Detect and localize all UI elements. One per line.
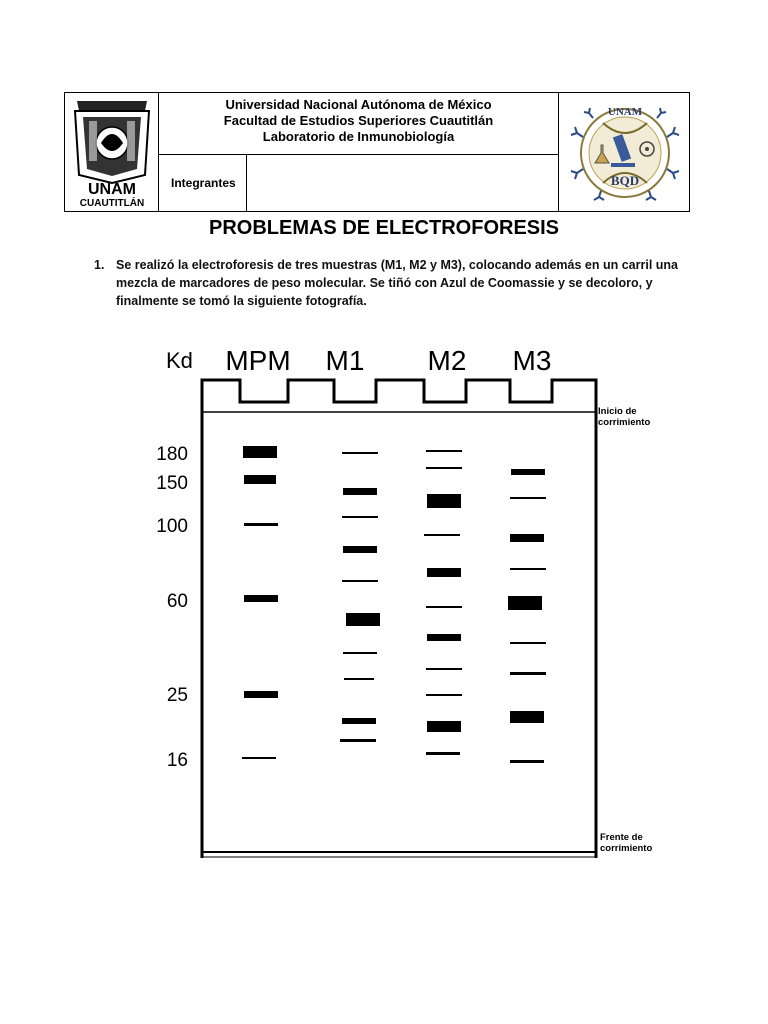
problem-1: [94, 256, 704, 310]
band: [342, 452, 378, 454]
gel-image: [140, 330, 660, 870]
faculty-name: Facultad de Estudios Superiores Cuautitlán: [223, 113, 494, 128]
ladder-16: 16: [166, 750, 188, 771]
ladder-150: 150: [156, 473, 188, 494]
front-label: Frente de corrimiento: [600, 832, 653, 854]
ladder-180: 180: [156, 444, 188, 465]
band: [343, 546, 377, 553]
band: [510, 672, 546, 675]
unam-crest-icon: [75, 101, 149, 183]
band: [511, 469, 545, 475]
band: [510, 642, 546, 644]
ladder-25: 25: [166, 685, 188, 706]
band: [342, 580, 378, 582]
problem-text: Se realizó la electroforesis de tres muestras (M1, M2 y M3), colocando además en un carril una mezcla de marcadores de peso molecular. Se tiñó con Azul de Coomassie y se decoloro, y finalmente se tomó la siguiente fotografía.: [116, 258, 679, 308]
lane-mpm-bands: [242, 446, 278, 759]
band: [510, 568, 546, 570]
band: [244, 523, 278, 526]
lane-m2-bands: [424, 450, 462, 755]
lane-label-m1: M1: [325, 345, 365, 376]
band: [424, 534, 460, 536]
lane-label-m3: M3: [512, 345, 552, 376]
band: [510, 497, 546, 499]
band: [243, 446, 277, 458]
band: [340, 739, 376, 742]
institution-block: [159, 93, 559, 155]
band: [346, 613, 380, 626]
ladder-60: 60: [166, 591, 188, 612]
band: [343, 488, 377, 495]
band: [426, 694, 462, 696]
left-logo-line1: UNAM: [88, 181, 136, 198]
band: [343, 652, 377, 654]
start-label: Inicio de corrimiento: [598, 406, 651, 428]
right-logo-line2: BQD: [610, 173, 640, 188]
band: [244, 595, 278, 602]
band: [427, 721, 461, 732]
lane-m3-bands: [508, 469, 546, 763]
members-label: Integrantes: [159, 155, 247, 211]
problem-number: 1.: [94, 258, 105, 272]
band: [508, 596, 542, 610]
page-title: PROBLEMAS DE ELECTROFORESIS: [208, 217, 560, 239]
lab-name: Laboratorio de Inmunobiología: [262, 129, 455, 144]
band: [426, 467, 462, 469]
lane-label-m2: M2: [427, 345, 467, 376]
band: [344, 678, 374, 680]
band: [342, 718, 376, 724]
unit-label: Kd: [166, 348, 193, 373]
header-table: [64, 92, 690, 212]
band: [427, 568, 461, 577]
band: [244, 691, 278, 698]
band: [427, 634, 461, 641]
left-logo-line2: CUAUTITLÁN: [79, 198, 145, 209]
band: [244, 475, 276, 484]
bqd-lab-logo: [559, 93, 689, 211]
band: [426, 450, 462, 452]
electrophoresis-gel-figure: [140, 330, 660, 870]
band: [342, 516, 378, 518]
band: [426, 668, 462, 670]
band: [426, 752, 460, 755]
members-field[interactable]: [247, 155, 559, 211]
right-logo-line1: UNAM: [607, 106, 643, 118]
band: [427, 494, 461, 508]
ladder-100: 100: [156, 516, 188, 537]
gel-wells: [202, 380, 596, 410]
lane-m1-bands: [340, 452, 380, 742]
band: [510, 711, 544, 723]
band: [242, 757, 276, 759]
university-name: Universidad Nacional Autónoma de México: [225, 97, 492, 112]
band: [510, 534, 544, 542]
unam-cuautitlan-logo: [65, 93, 159, 211]
band: [426, 606, 462, 608]
lane-label-mpm: MPM: [225, 345, 291, 376]
band: [510, 760, 544, 763]
